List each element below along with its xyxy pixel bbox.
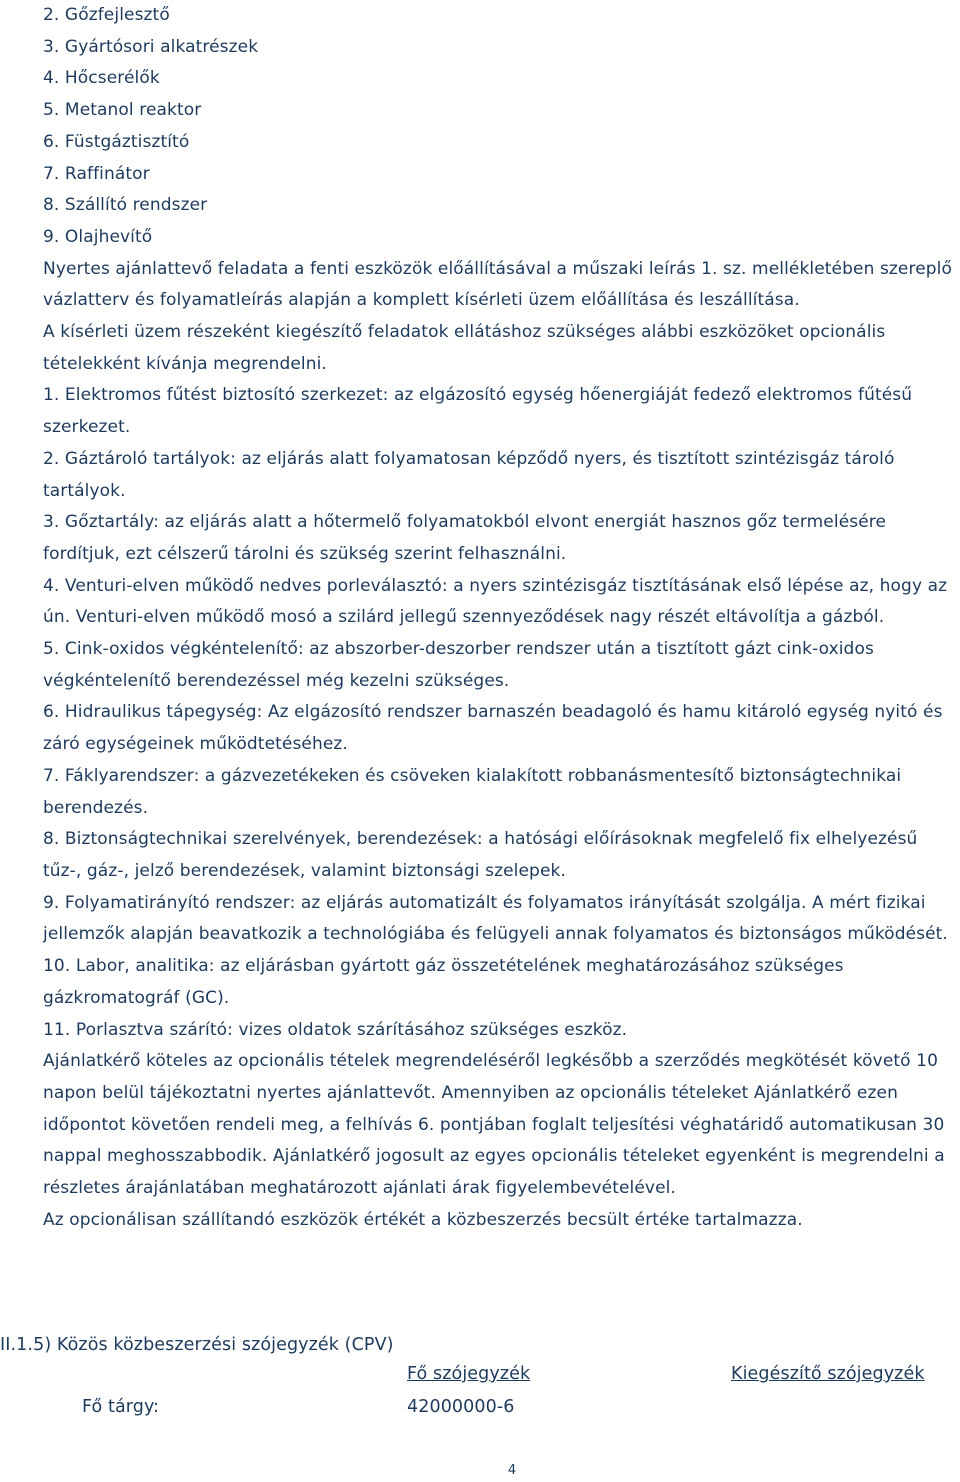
list-item: 7. Raffinátor [43, 163, 150, 184]
paragraph: Nyertes ajánlattevő feladata a fenti eszközök előállításával a műszaki leírás 1. sz. mellékletében szereplő vázlatterv és folyamatleírás alapján a komplett kísérleti üzem előállítása és leszállítása. [43, 258, 952, 311]
paragraph: Ajánlatkérő köteles az opcionális tételek megrendeléséről legkésőbb a szerződés megkötését követő 10 napon belül tájékoztatni nyertes ajánlattevőt. Amennyiben az opcionális tételeket Ajánlatkérő ezen időpontot követően rendeli meg, a felhívás 6. pontjában foglalt teljesítési véghatáridő automatikusan 30 nappal meghosszabbodik. Ajánlatkérő jogosult az egyes opcionális tételeket egyenként is megrendelni a részletes árajánlatában meghatározott ajánlati árak figyelembevételével. [43, 1051, 945, 1199]
option-item: 5. Cink-oxidos végkéntelenítő: az abszorber-deszorber rendszer után a tisztított gázt cink-oxidos végkéntelenítő berendezéssel még kezelni szükséges. [43, 639, 874, 691]
list-item: 2. Gőzfejlesztő [43, 5, 170, 25]
main-vocabulary-header: Fő szójegyzék [407, 1364, 531, 1384]
list-item: 3. Gyártósori alkatrészek [43, 36, 259, 57]
option-item: 6. Hidraulikus tápegység: Az elgázosító rendszer barnaszén beadagoló és hamu kitároló egység nyitó és záró egységeinek működtetéséhez. [43, 702, 943, 755]
document-body [43, 0, 958, 1236]
option-item: 10. Labor, analitika: az eljárásban gyártott gáz összetételének meghatározásához szükséges gázkromatográf (GC). [43, 956, 844, 1008]
option-item: 8. Biztonságtechnikai szerelvények, berendezések: a hatósági előírásoknak megfelelő fix elhelyezésű tűz-, gáz-, jelző berendezések, valamint biztonsági szelepek. [43, 829, 918, 881]
cpv-main-subject-row [0, 1397, 960, 1429]
supplementary-vocabulary-header: Kiegészítő szójegyzék [731, 1364, 925, 1384]
option-item: 3. Gőztartály: az eljárás alatt a hőtermelő folyamatokból elvont energiát hasznos gőz termelésére fordítjuk, ezt célszerű tárolni és szükség szerint felhasználni. [43, 512, 887, 564]
option-item: 9. Folyamatirányító rendszer: az eljárás automatizált és folyamatos irányítását szolgálja. A mért fizikai jellemzők alapján beavatkozik a technológiába és felügyeli annak folyamatos és biztonságos működését. [43, 892, 948, 945]
list-item: 9. Olajhevítő [43, 226, 153, 247]
option-item: 1. Elektromos fűtést biztosító szerkezet: az elgázosító egység hőenergiáját fedező elektromos fűtésű szerkezet. [43, 385, 913, 438]
main-subject-label: Fő tárgy: [82, 1397, 160, 1417]
paragraph: A kísérleti üzem részeként kiegészítő feladatok ellátáshoz szükséges alábbi eszközöket opcionális tételekként kívánja megrendelni. [43, 322, 886, 374]
list-item: 8. Szállító rendszer [43, 195, 208, 216]
list-item: 5. Metanol reaktor [43, 100, 202, 121]
cpv-header-row [0, 1364, 960, 1396]
section-heading: II.1.5) Közös közbeszerzési szójegyzék (CPV) [0, 1335, 394, 1355]
option-item: 2. Gáztároló tartályok: az eljárás alatt folyamatosan képződő nyers, és tisztított szintézisgáz tároló tartályok. [43, 448, 895, 501]
list-item: 4. Hőcserélők [43, 68, 160, 89]
option-item: 7. Fáklyarendszer: a gázvezetékeken és csöveken kialakított robbanásmentesítő biztonságtechnikai berendezés. [43, 765, 902, 818]
option-item: 11. Porlasztva szárító: vizes oldatok szárításához szükséges eszköz. [43, 1019, 628, 1040]
list-item: 6. Füstgáztisztító [43, 131, 190, 152]
paragraph: Az opcionálisan szállítandó eszközök értékét a közbeszerzés becsült értéke tartalmazza. [43, 1209, 803, 1230]
main-subject-code: 42000000-6 [407, 1397, 515, 1417]
page-number: 4 [507, 1463, 517, 1478]
option-item: 4. Venturi-elven működő nedves porleválasztó: a nyers szintézisgáz tisztításának első lépése az, hogy az ún. Venturi-elven működő mosó a szilárd jellegű szennyeződések nagy részét eltávolítja a gázból. [43, 575, 948, 628]
